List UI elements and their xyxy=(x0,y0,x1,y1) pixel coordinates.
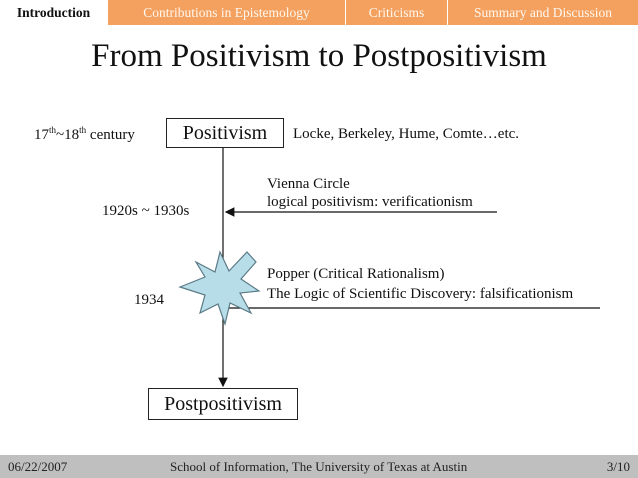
vienna-circle-title: Vienna Circle xyxy=(267,176,350,192)
popper-desc: The Logic of Scientific Discovery: falsificationism xyxy=(267,286,574,302)
period-1920s-label: 1920s ~ 1930s xyxy=(102,203,190,219)
vienna-circle-desc: logical positivism: verificationism xyxy=(267,194,473,210)
century-label: 17th~18th century xyxy=(34,125,135,143)
footer-institution: School of Information, The University of Texas at Austin xyxy=(170,459,468,474)
footer-page-number: 3/10 xyxy=(606,459,630,474)
slide-footer xyxy=(0,455,638,478)
tab-introduction[interactable]: Introduction xyxy=(0,0,108,25)
postpositivism-box: Postpositivism xyxy=(148,388,298,420)
year-1934-label: 1934 xyxy=(134,292,164,308)
tab-summary-and-discussion[interactable]: Summary and Discussion xyxy=(474,5,612,20)
burst-icon xyxy=(180,252,259,324)
popper-title: Popper (Critical Rationalism) xyxy=(267,266,445,282)
positivism-figures: Locke, Berkeley, Hume, Comte…etc. xyxy=(293,126,520,142)
tab-criticisms[interactable]: Criticisms xyxy=(346,0,448,25)
footer-date: 06/22/2007 xyxy=(8,459,68,474)
slide-title: From Positivism to Postpositivism xyxy=(91,38,547,74)
positivism-box: Positivism xyxy=(166,118,284,148)
tab-contributions-in-epistemology[interactable]: Contributions in Epistemology xyxy=(108,0,346,25)
